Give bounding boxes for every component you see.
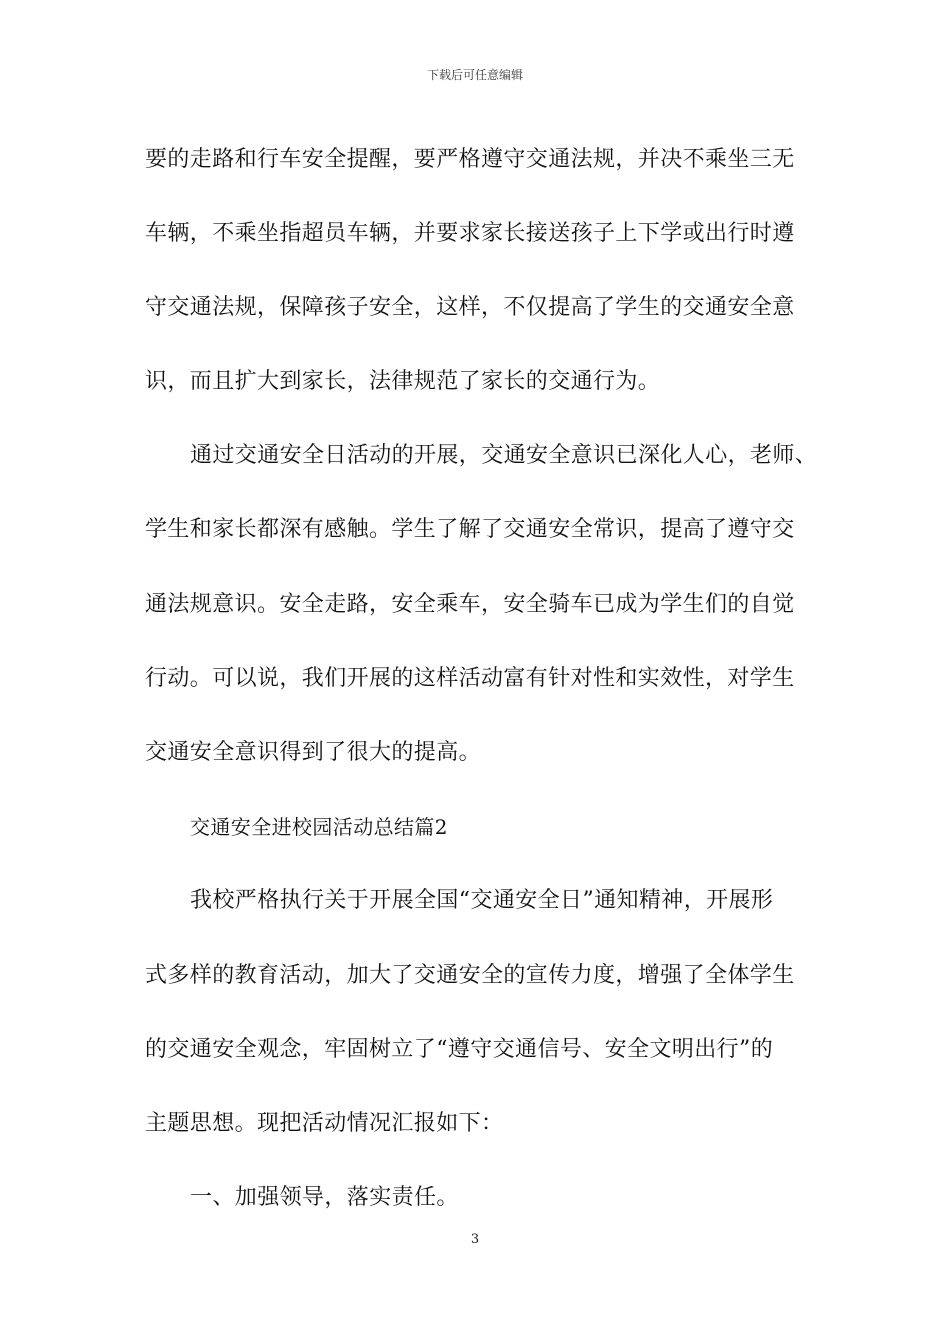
header-note: 下载后可任意编辑 (426, 68, 523, 82)
text-line: 式多样的教育活动，加大了交通安全的宣传力度，增强了全体学生 (145, 963, 795, 988)
numbered-item: 一、加强领导，落实责任。 (190, 1185, 459, 1210)
text-line: 车辆，不乘坐指超员车辆，并要求家长接送孩子上下学或出行时遵 (145, 221, 795, 246)
text-line: 交通安全意识得到了很大的提高。 (145, 740, 482, 765)
text-line: 学生和家长都深有感触。学生了解了交通安全常识，提高了遵守交 (145, 517, 795, 542)
text-line: 识，而且扩大到家长，法律规范了家长的交通行为。 (145, 369, 661, 394)
text-line: 要的走路和行车安全提醒，要严格遵守交通法规，并决不乘坐三无 (145, 147, 795, 172)
paragraph-first-line: 通过交通安全日活动的开展，交通安全意识已深化人心，老师、 (190, 443, 818, 468)
page-number: 3 (470, 1232, 480, 1247)
text-line: 通法规意识。安全走路，安全乘车，安全骑车已成为学生们的自觉 (145, 592, 795, 617)
text-line: 行动。可以说，我们开展的这样活动富有针对性和实效性，对学生 (145, 666, 795, 691)
text-line: 守交通法规，保障孩子安全，这样，不仅提高了学生的交通安全意 (145, 295, 795, 320)
paragraph-first-line: 我校严格执行关于开展全国“交通安全日”通知精神，开展形 (190, 888, 774, 913)
text-line: 的交通安全观念，牢固树立了“遵守交通信号、安全文明出行”的 (145, 1037, 774, 1062)
section-heading: 交通安全进校园活动总结篇2 (190, 815, 448, 839)
text-line: 主题思想。现把活动情况汇报如下： (145, 1111, 504, 1136)
